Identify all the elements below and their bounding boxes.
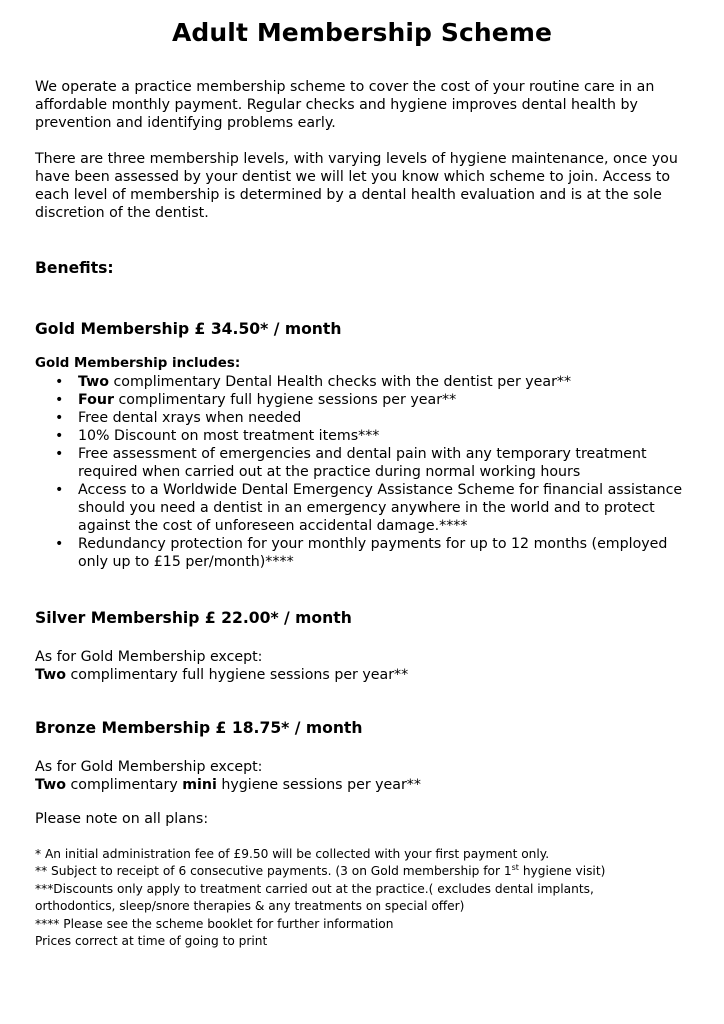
item-text: Free dental xrays when needed [78,410,302,426]
intro-paragraph-2 [35,150,695,222]
item-text: required when carried out at the practice during normal working hours [78,464,581,480]
item-text: against the cost of unforeseen accidental damage.**** [78,518,468,534]
gold-membership-heading: Gold Membership £ 34.50* / month [35,320,342,338]
footnote: ***Discounts only apply to treatment carried out at the practice.( excludes dental implants, [35,881,594,896]
bullet-icon: • [55,536,64,552]
intro-paragraph-1 [35,78,695,132]
emphasis: Two [35,667,66,683]
bronze-membership-heading: Bronze Membership £ 18.75* / month [35,719,363,737]
list-item [35,427,695,445]
text-line: have been assessed by your dentist we will let you know which scheme to join. Access to [35,169,671,185]
footnote: * An initial administration fee of £9.50 will be collected with your first payment only. [35,847,550,861]
text-line: As for Gold Membership except: [35,759,263,775]
footnote [35,863,705,880]
bullet-icon: • [55,446,64,462]
item-text: 10% Discount on most treatment items*** [78,428,380,444]
gold-benefits-list [35,373,695,571]
footnotes [35,846,705,950]
item-text: should you need a dentist in an emergency anywhere in the world and to protect [78,500,655,516]
emphasis: Four [78,392,114,408]
item-text: Free assessment of emergencies and dental pain with any temporary treatment [78,446,647,462]
bullet-icon: • [55,482,64,498]
bullet-icon: • [55,410,64,426]
list-item [35,373,695,391]
bullet-icon: • [55,392,64,408]
item-text: Redundancy protection for your monthly payments for up to 12 months (employed [78,536,668,552]
list-item [35,391,695,409]
emphasis: mini [182,777,217,793]
superscript: st [511,863,519,873]
text-line: discretion of the dentist. [35,205,209,221]
emphasis: Two [35,777,66,793]
gold-includes-label: Gold Membership includes: [35,356,241,371]
list-item [35,481,695,535]
page-title: Adult Membership Scheme [171,18,553,47]
text-line: hygiene sessions per year** [216,777,421,793]
footnote: Prices correct at time of going to print [35,934,268,949]
item-text: Access to a Worldwide Dental Emergency Assistance Scheme for financial assistance [78,482,683,498]
footnote: orthodontics, sleep/snore therapies & any treatments on special offer) [35,899,465,914]
footnote-text: ** Subject to receipt of 6 consecutive payments. (3 on Gold membership for 1 [35,864,512,879]
list-item [35,445,695,481]
text-line: As for Gold Membership except: [35,649,263,665]
list-item [35,409,695,427]
silver-membership-heading: Silver Membership £ 22.00* / month [35,609,352,627]
item-text: only up to £15 per/month)**** [78,554,294,570]
list-item [35,535,695,571]
text-line: There are three membership levels, with varying levels of hygiene maintenance, once you [35,151,678,167]
plans-note-label: Please note on all plans: [35,811,209,827]
footnote: **** Please see the scheme booklet for further information [35,916,394,931]
benefits-heading: Benefits: [35,259,114,277]
text-line: each level of membership is determined by a dental health evaluation and is at the sole [35,187,662,203]
text-line: We operate a practice membership scheme to cover the cost of your routine care in an [35,79,655,95]
bronze-details [35,758,695,794]
text-line: complimentary full hygiene sessions per year** [65,667,409,683]
text-line: prevention and identifying problems early. [35,115,336,131]
item-text: complimentary Dental Health checks with the dentist per year** [108,374,572,390]
emphasis: Two [78,374,109,390]
footnote-text: hygiene visit) [518,864,606,879]
text-line: affordable monthly payment. Regular checks and hygiene improves dental health by [35,97,638,113]
bullet-icon: • [55,428,64,444]
bullet-icon: • [55,374,64,390]
item-text: complimentary full hygiene sessions per year** [113,392,457,408]
silver-details [35,648,695,684]
text-line: complimentary [65,777,183,793]
